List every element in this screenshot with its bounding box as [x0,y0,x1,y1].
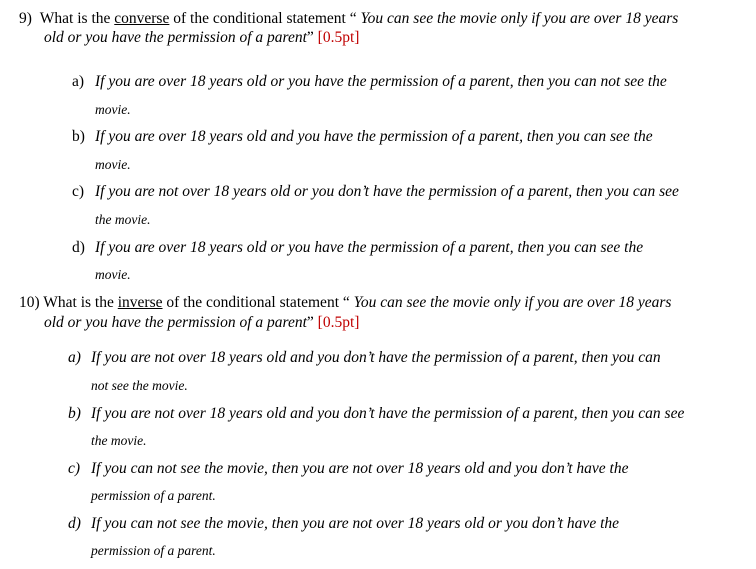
close-quote: ” [306,29,318,46]
option-text-cont: the movie. [95,212,151,227]
option-text: If you are not over 18 years old or you don’t have the permission of a parent, then you can see [95,183,679,200]
question-middle: of the conditional statement “ [169,10,361,27]
option-letter: b) [72,128,85,145]
option-text: If you are over 18 years old or you have the permission of a parent, then you can see the [95,239,644,256]
option-letter: a) [72,73,85,90]
points-label: [0.5pt] [317,29,360,46]
close-quote: ” [306,314,318,331]
option-letter: b) [68,405,81,422]
question-prefix: What is the [43,294,118,311]
question-statement: You can see the movie only if you are over 18 years [360,10,679,27]
option-text: If you can not see the movie, then you are not over 18 years old and you don’t have the [91,460,629,477]
question-statement-cont: old or you have the permission of a parent [44,29,307,46]
option-text: If you are not over 18 years old and you don’t have the permission of a parent, then you can see [91,405,685,422]
question-middle: of the conditional statement “ [162,294,354,311]
option-text-cont: not see the movie. [91,378,188,393]
question-statement-cont: old or you have the permission of a parent [44,314,307,331]
question-keyword: inverse [117,294,163,311]
option-letter: a) [68,349,81,366]
option-text-cont: movie. [95,267,131,282]
option-text: If you are not over 18 years old and you don’t have the permission of a parent, then you can [91,349,661,366]
points-label: [0.5pt] [317,314,360,331]
question-prefix: What is the [39,10,115,27]
option-text-cont: permission of a parent. [91,543,216,558]
option-text-cont: movie. [95,157,131,172]
option-letter: d) [68,515,81,532]
question-number: 10) [19,294,40,311]
question-10-line-2 [44,314,359,332]
option-letter: c) [72,183,85,200]
option-text: If you are over 18 years old and you have the permission of a parent, then you can see the [95,128,653,145]
option-text: If you can not see the movie, then you are not over 18 years old or you don’t have the [91,515,620,532]
question-number: 9) [19,10,32,27]
question-9-line-2 [44,29,359,47]
option-text-cont: movie. [95,102,131,117]
question-9-line-1 [19,10,678,28]
option-text-cont: permission of a parent. [91,488,216,503]
option-letter: c) [68,460,81,477]
question-keyword: converse [114,10,170,27]
question-statement: You can see the movie only if you are over 18 years [353,294,672,311]
option-text-cont: the movie. [91,433,147,448]
option-letter: d) [72,239,85,256]
question-10-line-1 [19,294,671,312]
option-text: If you are over 18 years old or you have the permission of a parent, then you can not see the [95,73,667,90]
